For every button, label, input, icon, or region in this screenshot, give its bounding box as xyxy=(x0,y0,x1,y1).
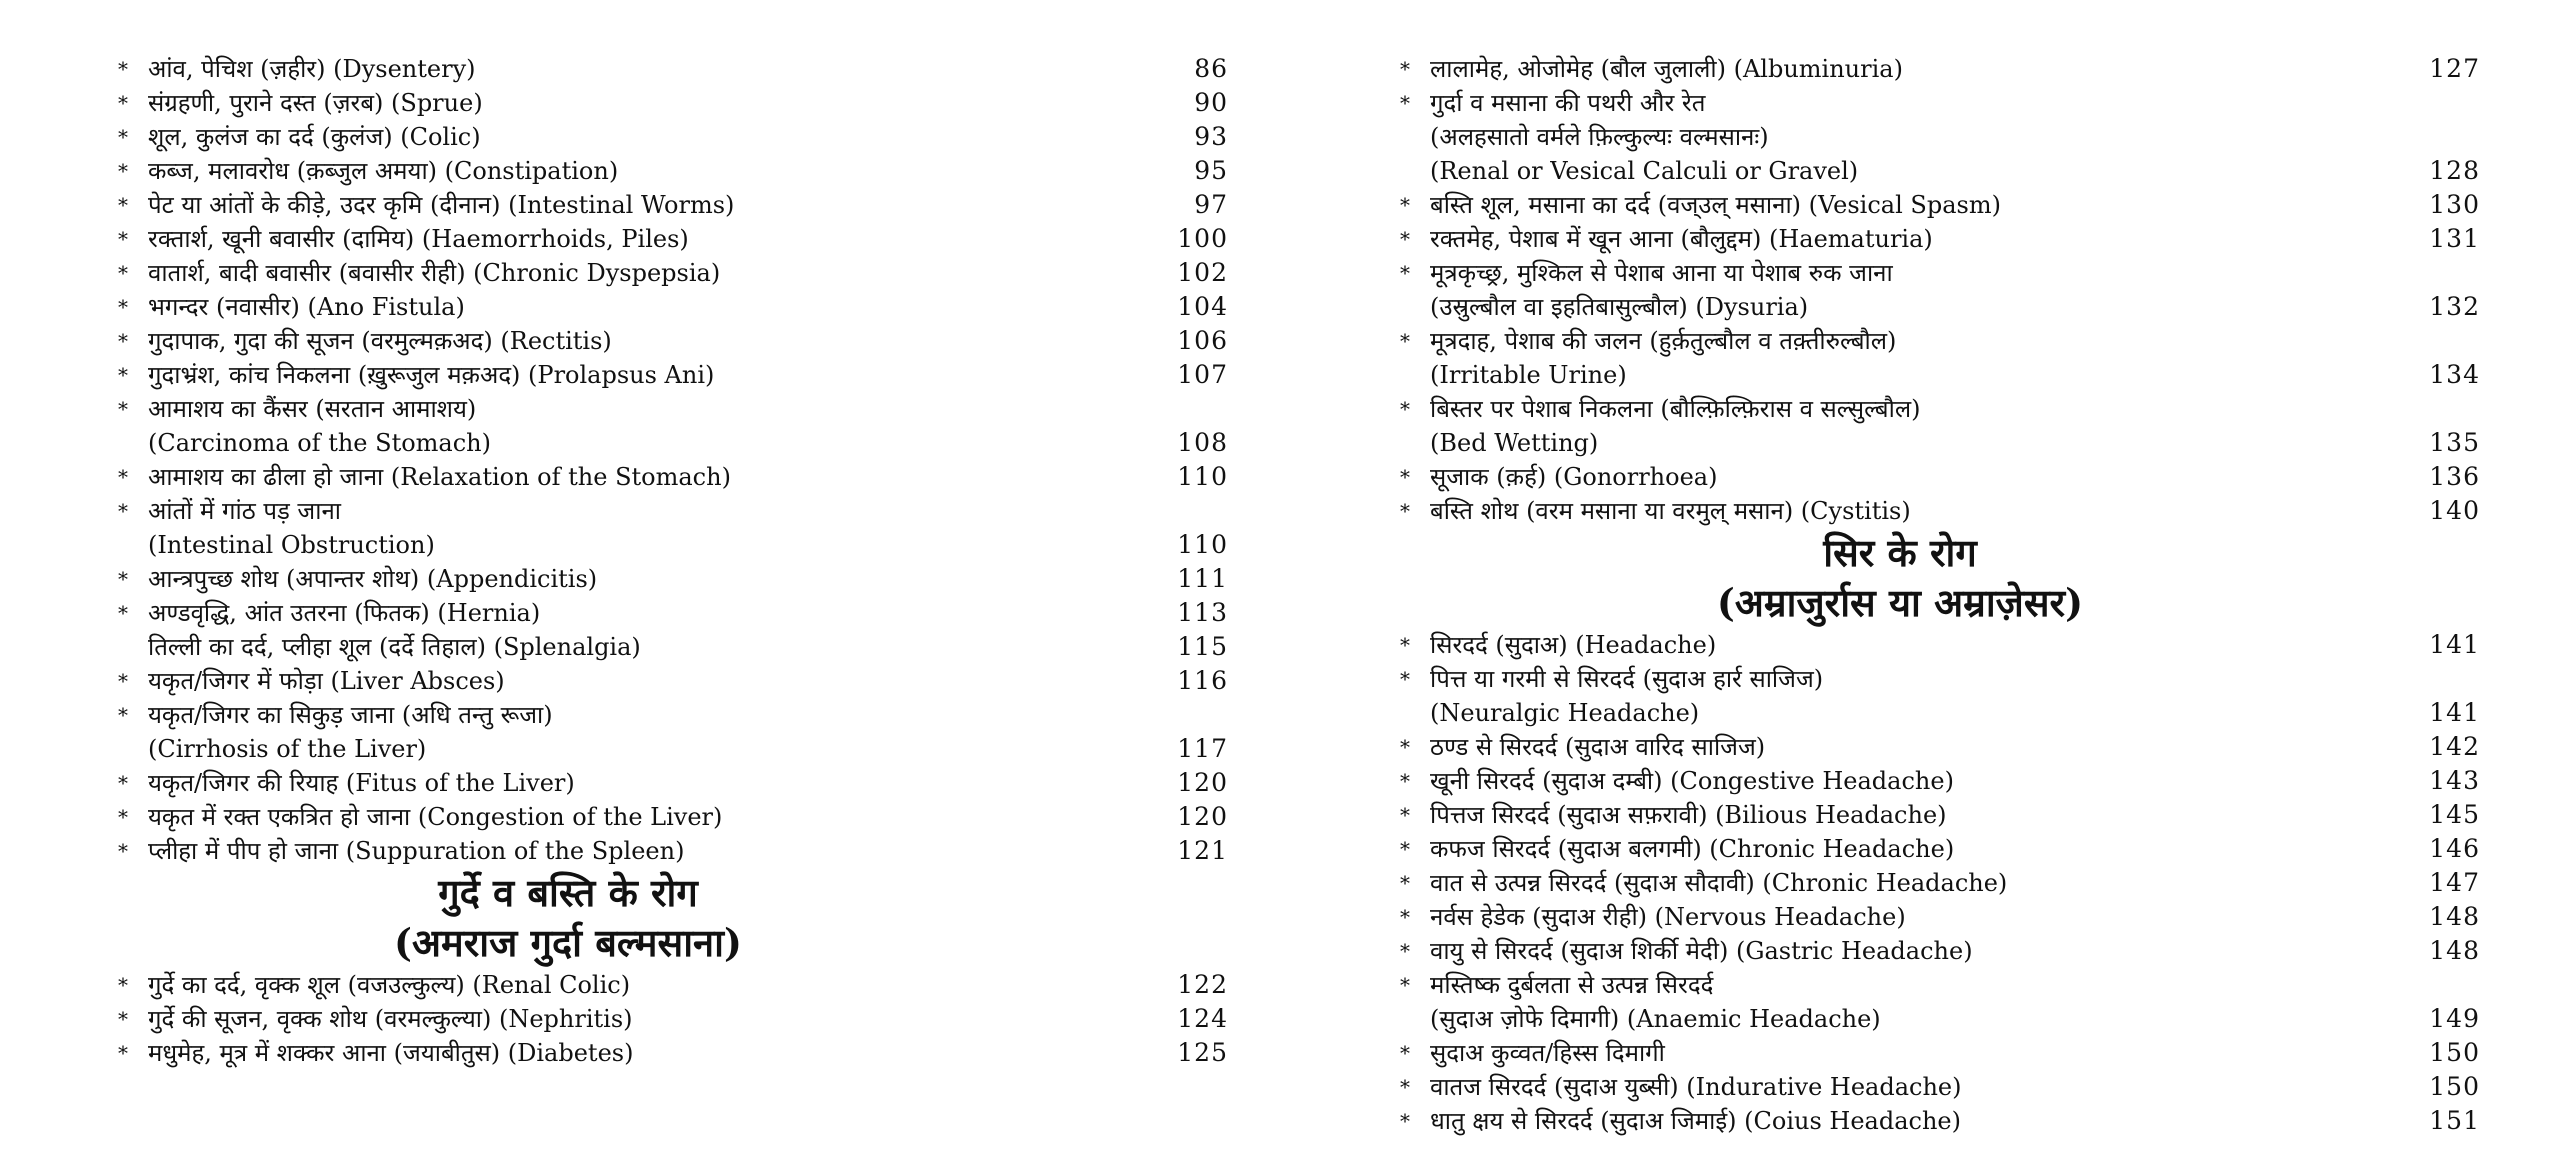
entry-title: अण्डवृद्धि, आंत उतरना (फितक) (Hernia) xyxy=(148,599,541,627)
entry-title: (Bed Wetting) xyxy=(1430,429,1599,457)
bullet-asterisk: * xyxy=(118,261,128,285)
page-number: 108 xyxy=(1177,428,1228,457)
bullet-asterisk: * xyxy=(1400,905,1410,929)
toc-entry-continuation xyxy=(1400,290,2480,324)
entry-title: पित्तज सिरदर्द (सुदाअ सफ़रावी) (Bilious Headache) xyxy=(1430,801,1947,829)
bullet-asterisk: * xyxy=(1400,193,1410,217)
entry-title: बस्ति शोथ (वरम मसाना या वरमुल् मसान) (Cystitis) xyxy=(1430,497,1911,525)
bullet-asterisk: * xyxy=(118,227,128,251)
page-number: 135 xyxy=(2429,428,2480,457)
bullet-asterisk: * xyxy=(118,465,128,489)
entry-title: खूनी सिरदर्द (सुदाअ दम्बी) (Congestive Headache) xyxy=(1430,767,1954,795)
bullet-asterisk: * xyxy=(1400,57,1410,81)
toc-entry xyxy=(118,834,1228,868)
entry-title: आंव, पेचिश (ज़हीर) (Dysentery) xyxy=(148,55,476,83)
entry-title: (सुदाअ ज़ोफे दिमागी) (Anaemic Headache) xyxy=(1430,1005,1881,1033)
bullet-asterisk: * xyxy=(1400,803,1410,827)
entry-title: तिल्ली का दर्द, प्लीहा शूल (दर्दे तिहाल) (Splenalgia) xyxy=(148,633,641,661)
page-number: 116 xyxy=(1177,666,1228,695)
page-number: 110 xyxy=(1177,462,1228,491)
entry-title: ठण्ड से सिरदर्द (सुदाअ वारिद साजिज) xyxy=(1430,733,1766,761)
page-number: 142 xyxy=(2429,732,2480,761)
page-number: 148 xyxy=(2429,902,2480,931)
entry-title: गुर्दा व मसाना की पथरी और रेत xyxy=(1430,89,1706,117)
bullet-asterisk: * xyxy=(118,771,128,795)
entry-title: (Carcinoma of the Stomach) xyxy=(148,429,491,457)
entry-title: (Neuralgic Headache) xyxy=(1430,699,1700,727)
toc-entry-continuation xyxy=(118,528,1228,562)
entry-title: गुर्दे का दर्द, वृक्क शूल (वजउल्कुल्य) (Renal Colic) xyxy=(148,971,631,999)
toc-entry xyxy=(118,1036,1228,1070)
entry-title: मूत्रकृच्छ्र, मुश्किल से पेशाब आना या पेशाब रुक जाना xyxy=(1430,259,1893,287)
entry-title: भगन्दर (नवासीर) (Ano Fistula) xyxy=(148,293,465,321)
toc-entry xyxy=(1400,1036,2480,1070)
entry-title: धातु क्षय से सिरदर्द (सुदाअ जिमाई) (Coius Headache) xyxy=(1430,1107,1961,1135)
page-number: 149 xyxy=(2429,1004,2480,1033)
page-number: 120 xyxy=(1177,802,1228,831)
bullet-asterisk: * xyxy=(1400,735,1410,759)
entry-title: मस्तिष्क दुर्बलता से उत्पन्न सिरदर्द xyxy=(1430,971,1714,999)
bullet-asterisk: * xyxy=(118,703,128,727)
page-number: 115 xyxy=(1177,632,1228,661)
bullet-asterisk: * xyxy=(1400,871,1410,895)
toc-right-column xyxy=(1400,52,2480,1138)
page-number: 97 xyxy=(1194,190,1228,219)
toc-entry-continuation xyxy=(118,732,1228,766)
entry-title: कफज सिरदर्द (सुदाअ बलगमी) (Chronic Headache) xyxy=(1430,835,1955,863)
bullet-asterisk: * xyxy=(118,397,128,421)
entry-title: आंतों में गांठ पड़ जाना xyxy=(148,497,341,525)
entry-title: गुदाभ्रंश, कांच निकलना (ख़ुरूजुल मक़अद) (Prolapsus Ani) xyxy=(148,361,715,389)
page-number: 147 xyxy=(2429,868,2480,897)
page-number: 143 xyxy=(2429,766,2480,795)
entry-title: (Cirrhosis of the Liver) xyxy=(148,735,427,763)
toc-entry xyxy=(118,968,1228,1002)
bullet-asterisk: * xyxy=(1400,1109,1410,1133)
page-number: 132 xyxy=(2429,292,2480,321)
entry-title: आमाशय का ढीला हो जाना (Relaxation of the Stomach) xyxy=(148,463,731,491)
page-number: 141 xyxy=(2429,698,2480,727)
page-number: 86 xyxy=(1194,54,1228,83)
entry-title: सिरदर्द (सुदाअ) (Headache) xyxy=(1430,631,1717,659)
bullet-asterisk: * xyxy=(118,57,128,81)
entry-title: वातज सिरदर्द (सुदाअ युब्सी) (Indurative Headache) xyxy=(1430,1073,1962,1101)
entry-title: (उस्रुल्बौल वा इहतिबासुल्बौल) (Dysuria) xyxy=(1430,293,1809,321)
toc-entry xyxy=(118,596,1228,630)
bullet-asterisk: * xyxy=(118,805,128,829)
toc-entry xyxy=(1400,900,2480,934)
section-heading: गुर्दे व बस्ति के रोग xyxy=(438,870,698,915)
page-number: 148 xyxy=(2429,936,2480,965)
page-number: 120 xyxy=(1177,768,1228,797)
toc-entry xyxy=(1400,52,2480,86)
entry-title: सुदाअ कुव्वत/हिस्स दिमागी xyxy=(1430,1039,1665,1067)
entry-title: नर्वस हेडेक (सुदाअ रीही) (Nervous Headache) xyxy=(1430,903,1906,931)
page-number: 113 xyxy=(1177,598,1228,627)
bullet-asterisk: * xyxy=(1400,227,1410,251)
page-number: 93 xyxy=(1194,122,1228,151)
toc-entry-continuation xyxy=(1400,1002,2480,1036)
page-number: 102 xyxy=(1177,258,1228,287)
entry-title: यकृत/जिगर की रियाह (Fitus of the Liver) xyxy=(148,769,575,797)
entry-title: पित्त या गरमी से सिरदर्द (सुदाअ हार्र साजिज) xyxy=(1430,665,1824,693)
page-number: 140 xyxy=(2429,496,2480,525)
page-number: 134 xyxy=(2429,360,2480,389)
toc-entry xyxy=(1400,222,2480,256)
bullet-asterisk: * xyxy=(1400,499,1410,523)
page-number: 150 xyxy=(2429,1038,2480,1067)
page-number: 141 xyxy=(2429,630,2480,659)
toc-entry-continuation xyxy=(1400,426,2480,460)
toc-entry xyxy=(1400,494,2480,528)
bullet-asterisk: * xyxy=(118,193,128,217)
entry-title: (Renal or Vesical Calculi or Gravel) xyxy=(1430,157,1859,185)
toc-entry xyxy=(1400,866,2480,900)
bullet-asterisk: * xyxy=(1400,329,1410,353)
section-heading: सिर के रोग xyxy=(1823,530,1977,575)
entry-title: रक्तार्श, खूनी बवासीर (दामिय) (Haemorrhoids, Piles) xyxy=(148,225,689,253)
entry-title: आमाशय का कैंसर (सरतान आमाशय) xyxy=(148,395,477,423)
bullet-asterisk: * xyxy=(118,295,128,319)
toc-entry-continuation xyxy=(1400,696,2480,730)
bullet-asterisk: * xyxy=(118,125,128,149)
entry-title: गुदापाक, गुदा की सूजन (वरमुल्मक़अद) (Rectitis) xyxy=(148,327,612,355)
entry-title: संग्रहणी, पुराने दस्त (ज़रब) (Sprue) xyxy=(148,89,483,117)
bullet-asterisk: * xyxy=(1400,91,1410,115)
toc-entry xyxy=(118,630,1228,664)
toc-entry xyxy=(1400,832,2480,866)
page-number: 100 xyxy=(1177,224,1228,253)
bullet-asterisk: * xyxy=(118,973,128,997)
toc-entry xyxy=(1400,188,2480,222)
entry-title: यकृत में रक्त एकत्रित हो जाना (Congestion of the Liver) xyxy=(148,803,723,831)
toc-entry xyxy=(1400,324,2480,358)
section-heading: (अमराज गुर्दा बल्मसाना) xyxy=(394,920,742,965)
page-number: 136 xyxy=(2429,462,2480,491)
toc-entry xyxy=(118,188,1228,222)
bullet-asterisk: * xyxy=(1400,939,1410,963)
toc-entry xyxy=(1400,392,2480,426)
entry-title: बिस्तर पर पेशाब निकलना (बौल्फ़िल्फ़िरास व सल्सुल्बौल) xyxy=(1430,395,1921,423)
toc-entry xyxy=(118,664,1228,698)
toc-entry xyxy=(118,494,1228,528)
entry-title: मधुमेह, मूत्र में शक्कर आना (जयाबीतुस) (Diabetes) xyxy=(148,1039,634,1067)
bullet-asterisk: * xyxy=(118,1041,128,1065)
page-number: 110 xyxy=(1177,530,1228,559)
toc-entry xyxy=(118,324,1228,358)
toc-entry xyxy=(1400,256,2480,290)
bullet-asterisk: * xyxy=(1400,667,1410,691)
page-number: 111 xyxy=(1177,564,1228,593)
entry-title: पेट या आंतों के कीड़े, उदर कृमि (दीनान) (Intestinal Worms) xyxy=(148,191,735,219)
toc-entry-continuation xyxy=(118,426,1228,460)
page-number: 125 xyxy=(1177,1038,1228,1067)
toc-entry-continuation xyxy=(1400,358,2480,392)
entry-title: (Intestinal Obstruction) xyxy=(148,531,435,559)
toc-entry xyxy=(1400,460,2480,494)
entry-title: आन्त्रपुच्छ शोथ (अपान्तर शोथ) (Appendicitis) xyxy=(148,565,598,593)
toc-entry xyxy=(118,766,1228,800)
toc-left-column xyxy=(118,52,1228,1070)
page-number: 122 xyxy=(1177,970,1228,999)
toc-entry xyxy=(1400,628,2480,662)
bullet-asterisk: * xyxy=(118,1007,128,1031)
entry-title: कब्ज, मलावरोध (क़ब्जुल अमया) (Constipation) xyxy=(148,157,619,185)
toc-entry xyxy=(118,290,1228,324)
toc-entry xyxy=(118,698,1228,732)
entry-title: सूजाक (क़र्ह) (Gonorrhoea) xyxy=(1430,463,1718,491)
toc-entry xyxy=(118,86,1228,120)
entry-title: प्लीहा में पीप हो जाना (Suppuration of the Spleen) xyxy=(148,837,685,865)
bullet-asterisk: * xyxy=(1400,1075,1410,1099)
entry-title: वायु से सिरदर्द (सुदाअ शिर्की मेदी) (Gastric Headache) xyxy=(1430,937,1973,965)
toc-entry xyxy=(1400,968,2480,1002)
entry-title: बस्ति शूल, मसाना का दर्द (वज्उल् मसाना) (Vesical Spasm) xyxy=(1430,191,2001,219)
toc-entry xyxy=(118,562,1228,596)
entry-title: शूल, कुलंज का दर्द (कुलंज) (Colic) xyxy=(148,123,481,151)
page-number: 127 xyxy=(2429,54,2480,83)
toc-entry xyxy=(1400,730,2480,764)
page-number: 90 xyxy=(1194,88,1228,117)
page-number: 145 xyxy=(2429,800,2480,829)
toc-entry xyxy=(118,358,1228,392)
toc-entry xyxy=(118,392,1228,426)
entry-title: यकृत/जिगर का सिकुड़ जाना (अधि तन्तु रूजा) xyxy=(148,701,553,729)
toc-entry xyxy=(118,222,1228,256)
toc-entry xyxy=(118,52,1228,86)
bullet-asterisk: * xyxy=(118,567,128,591)
entry-title: लालामेह, ओजोमेह (बौल जुलाली) (Albuminuria) xyxy=(1430,55,1903,83)
bullet-asterisk: * xyxy=(118,329,128,353)
bullet-asterisk: * xyxy=(1400,261,1410,285)
toc-entry xyxy=(118,1002,1228,1036)
toc-entry xyxy=(1400,86,2480,120)
entry-title: रक्तमेह, पेशाब में खून आना (बौलुद्दम) (Haematuria) xyxy=(1430,225,1933,253)
bullet-asterisk: * xyxy=(118,363,128,387)
entry-title: वातार्श, बादी बवासीर (बवासीर रीही) (Chronic Dyspepsia) xyxy=(148,259,721,287)
bullet-asterisk: * xyxy=(1400,769,1410,793)
page-number: 124 xyxy=(1177,1004,1228,1033)
entry-title: मूत्रदाह, पेशाब की जलन (हुर्क़तुल्बौल व तक़्तीरुल्बौल) xyxy=(1430,327,1897,355)
section-heading: (अम्राजुर्रास या अम्राज़ेसर) xyxy=(1716,580,2084,625)
page-number: 117 xyxy=(1177,734,1228,763)
toc-entry xyxy=(118,800,1228,834)
page-number: 130 xyxy=(2429,190,2480,219)
page-number: 146 xyxy=(2429,834,2480,863)
page-number: 106 xyxy=(1177,326,1228,355)
bullet-asterisk: * xyxy=(1400,633,1410,657)
entry-title: वात से उत्पन्न सिरदर्द (सुदाअ सौदावी) (Chronic Headache) xyxy=(1430,869,2008,897)
bullet-asterisk: * xyxy=(118,669,128,693)
page-number: 95 xyxy=(1194,156,1228,185)
page-number: 107 xyxy=(1177,360,1228,389)
bullet-asterisk: * xyxy=(1400,465,1410,489)
bullet-asterisk: * xyxy=(1400,973,1410,997)
entry-title: गुर्दे की सूजन, वृक्क शोथ (वरमल्कुल्या) (Nephritis) xyxy=(148,1005,633,1033)
toc-entry xyxy=(1400,934,2480,968)
page-number: 151 xyxy=(2429,1106,2480,1135)
toc-entry xyxy=(118,256,1228,290)
toc-entry xyxy=(118,120,1228,154)
toc-entry xyxy=(118,154,1228,188)
entry-title: (Irritable Urine) xyxy=(1430,361,1627,389)
bullet-asterisk: * xyxy=(1400,837,1410,861)
toc-entry xyxy=(118,460,1228,494)
entry-title: यकृत/जिगर में फोड़ा (Liver Absces) xyxy=(148,667,505,695)
toc-entry-continuation xyxy=(1400,154,2480,188)
bullet-asterisk: * xyxy=(118,839,128,863)
toc-entry xyxy=(1400,798,2480,832)
page-number: 150 xyxy=(2429,1072,2480,1101)
page-number: 121 xyxy=(1177,836,1228,865)
page-number: 104 xyxy=(1177,292,1228,321)
toc-entry xyxy=(1400,764,2480,798)
bullet-asterisk: * xyxy=(118,159,128,183)
toc-entry xyxy=(1400,1104,2480,1138)
bullet-asterisk: * xyxy=(118,91,128,115)
bullet-asterisk: * xyxy=(118,601,128,625)
bullet-asterisk: * xyxy=(118,499,128,523)
entry-title: (अलहसातो वर्मले फ़िल्कुल्यः वल्मसानः) xyxy=(1430,123,1769,151)
toc-entry-continuation xyxy=(1400,120,2480,154)
bullet-asterisk: * xyxy=(1400,397,1410,421)
toc-entry xyxy=(1400,662,2480,696)
bullet-asterisk: * xyxy=(1400,1041,1410,1065)
page-number: 131 xyxy=(2429,224,2480,253)
toc-entry xyxy=(1400,1070,2480,1104)
page-number: 128 xyxy=(2429,156,2480,185)
